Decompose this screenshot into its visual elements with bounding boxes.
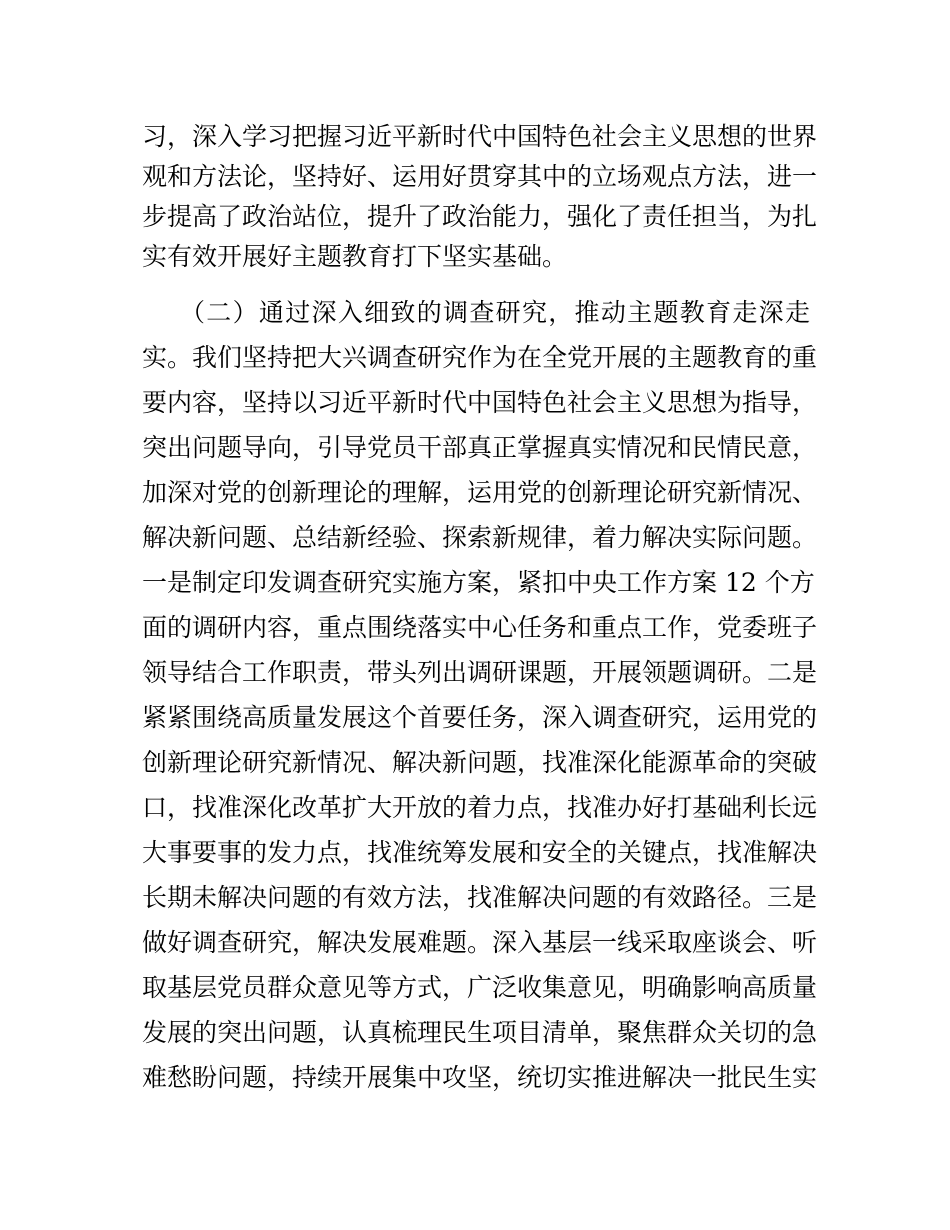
text-line: 大事要事的发力点，找准统筹发展和安全的关键点，找准解决 xyxy=(142,838,818,867)
text-line: 一是制定印发调查研究实施方案，紧扣中央工作方案 12 个方 xyxy=(142,568,815,597)
text-line: 紧紧围绕高质量发展这个首要任务，深入调查研究，运用党的 xyxy=(142,703,818,732)
section-heading-line: （二）通过深入细致的调查研究，推动主题教育走深走 xyxy=(180,298,810,327)
text-line: 取基层党员群众意见等方式，广泛收集意见，明确影响高质量 xyxy=(142,973,818,1002)
text-line: 加深对党的创新理论的理解，运用党的创新理论研究新情况、 xyxy=(142,478,818,507)
text-line: 实有效开展好主题教育打下坚实基础。 xyxy=(142,242,568,271)
text-line: 口，找准深化改革扩大开放的着力点，找准办好打基础利长远 xyxy=(142,793,818,822)
text-line: 习，深入学习把握习近平新时代中国特色社会主义思想的世界 xyxy=(142,122,818,151)
text-line: 做好调查研究，解决发展难题。深入基层一线采取座谈会、听 xyxy=(142,928,818,957)
text-line: 创新理论研究新情况、解决新问题，找准深化能源革命的突破 xyxy=(142,748,818,777)
text-line: 长期未解决问题的有效方法，找准解决问题的有效路径。三是 xyxy=(142,883,818,912)
text-line: 突出问题导向，引导党员干部真正掌握真实情况和民情民意， xyxy=(142,433,818,462)
text-line: 实。我们坚持把大兴调查研究作为在全党开展的主题教育的重 xyxy=(142,343,818,372)
text-line: 领导结合工作职责，带头列出调研课题，开展领题调研。二是 xyxy=(142,658,818,687)
text-line: 解决新问题、总结新经验、探索新规律，着力解决实际问题。 xyxy=(142,523,818,552)
text-line: 面的调研内容，重点围绕落实中心任务和重点工作，党委班子 xyxy=(142,613,818,642)
text-line: 要内容，坚持以习近平新时代中国特色社会主义思想为指导， xyxy=(142,388,818,417)
text-line: 观和方法论，坚持好、运用好贯穿其中的立场观点方法，进一 xyxy=(142,162,818,191)
text-line: 步提高了政治站位，提升了政治能力，强化了责任担当，为扎 xyxy=(142,202,818,231)
text-line: 发展的突出问题，认真梳理民生项目清单，聚焦群众关切的急 xyxy=(142,1018,818,1047)
text-line: 难愁盼问题，持续开展集中攻坚，统切实推进解决一批民生实 xyxy=(142,1063,818,1092)
